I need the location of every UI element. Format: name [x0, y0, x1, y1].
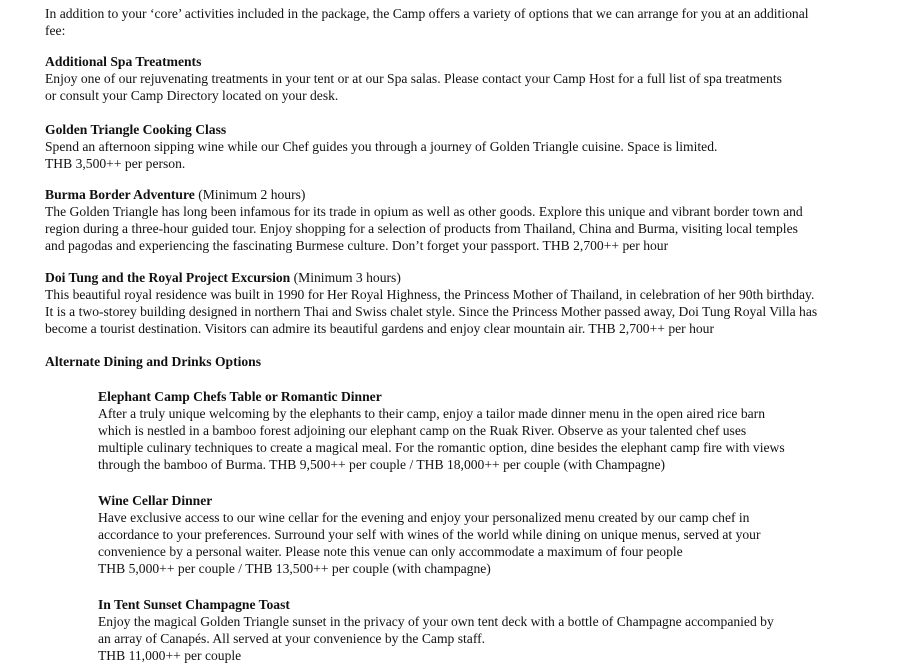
section-line: become a tourist destination. Visitors can admire its beautiful gardens and enjoy clear mountain air. THB 2,700++ per hour [45, 321, 714, 336]
section-subtitle: (Minimum 3 hours) [290, 270, 401, 285]
section-line: The Golden Triangle has long been infamous for its trade in opium as well as other goods. Explore this unique and vibrant border town and [45, 204, 803, 219]
section-line: and pagodas and experiencing the fascinating Burmese culture. Don’t forget your passport. THB 2,700++ per hour [45, 238, 669, 253]
section-heading [45, 269, 880, 286]
dining-item-line: accordance to your preferences. Surround your self with wines of the world while dining on unique menus, served at your [98, 527, 761, 542]
section-heading [45, 121, 880, 138]
dining-item-line: convenience by a personal waiter. Please note this venue can only accommodate a maximum of four people [98, 544, 683, 559]
dining-heading-block [45, 353, 880, 370]
section-cooking-class [45, 121, 880, 172]
dining-item-chefs-table [98, 388, 863, 473]
dining-item-line: THB 11,000++ per couple [98, 648, 242, 663]
section-line: region during a three-hour guided tour. Enjoy shopping for a selection of products from Thailand, China and Burma, visiting local temples [45, 221, 798, 236]
section-line: or consult your Camp Directory located on your desk. [45, 88, 339, 103]
dining-item-line: an array of Canapés. All served at your convenience by the Camp staff. [98, 631, 486, 646]
dining-item-line: Have exclusive access to our wine cellar for the evening and enjoy your personalized menu created by our camp chef in [98, 510, 750, 525]
dining-item-line: After a truly unique welcoming by the elephants to their camp, enjoy a tailor made dinner menu in the open aired rice barn [98, 406, 765, 421]
section-line: This beautiful royal residence was built in 1990 for Her Royal Highness, the Princess Mother of Thailand, in celebration of her 90th birthday. [45, 287, 815, 302]
intro-line: fee: [45, 23, 66, 38]
dining-item-title: Wine Cellar Dinner [98, 493, 213, 508]
section-doi-tung [45, 269, 880, 337]
dining-item-line: THB 5,000++ per couple / THB 13,500++ per couple (with champagne) [98, 561, 491, 576]
dining-item-line: Enjoy the magical Golden Triangle sunset in the privacy of your own tent deck with a bottle of Champagne accompanied by [98, 614, 774, 629]
section-subtitle: (Minimum 2 hours) [194, 187, 306, 202]
section-title: Additional Spa Treatments [45, 54, 202, 69]
section-title: Golden Triangle Cooking Class [45, 122, 227, 137]
dining-heading: Alternate Dining and Drinks Options [45, 354, 262, 369]
section-heading [45, 186, 880, 203]
section-line: It is a two-storey building designed in northern Thai and Swiss chalet style. Since the Princess Mother passed away, Doi Tung Royal Villa has [45, 304, 818, 319]
dining-item-title: Elephant Camp Chefs Table or Romantic Dinner [98, 389, 382, 404]
section-burma-border [45, 186, 880, 254]
dining-item-title: In Tent Sunset Champagne Toast [98, 597, 290, 612]
section-title: Doi Tung and the Royal Project Excursion [45, 270, 291, 285]
section-line: Spend an afternoon sipping wine while our Chef guides you through a journey of Golden Triangle cuisine. Space is limited. [45, 139, 718, 154]
section-heading [45, 53, 880, 70]
intro-line: In addition to your ‘core’ activities included in the package, the Camp offers a variety of options that we can arrange for you at an additional [45, 6, 809, 21]
dining-item-line: through the bamboo of Burma. THB 9,500++ per couple / THB 18,000++ per couple (with Champagne) [98, 457, 666, 472]
section-line: Enjoy one of our rejuvenating treatments in your tent or at our Spa salas. Please contact your Camp Host for a full list of spa treatments [45, 71, 782, 86]
section-title: Burma Border Adventure [45, 187, 195, 202]
section-line: THB 3,500++ per person. [45, 156, 186, 171]
dining-item-champagne-toast [98, 596, 863, 664]
intro-paragraph [45, 5, 880, 39]
dining-item-line: which is nestled in a bamboo forest adjoining our elephant camp on the Ruak River. Observe as your talented chef uses [98, 423, 747, 438]
dining-item-line: multiple culinary techniques to create a magical meal. For the romantic option, dine besides the elephant camp fire with views [98, 440, 785, 455]
section-spa [45, 53, 880, 104]
dining-item-wine-cellar [98, 492, 863, 577]
